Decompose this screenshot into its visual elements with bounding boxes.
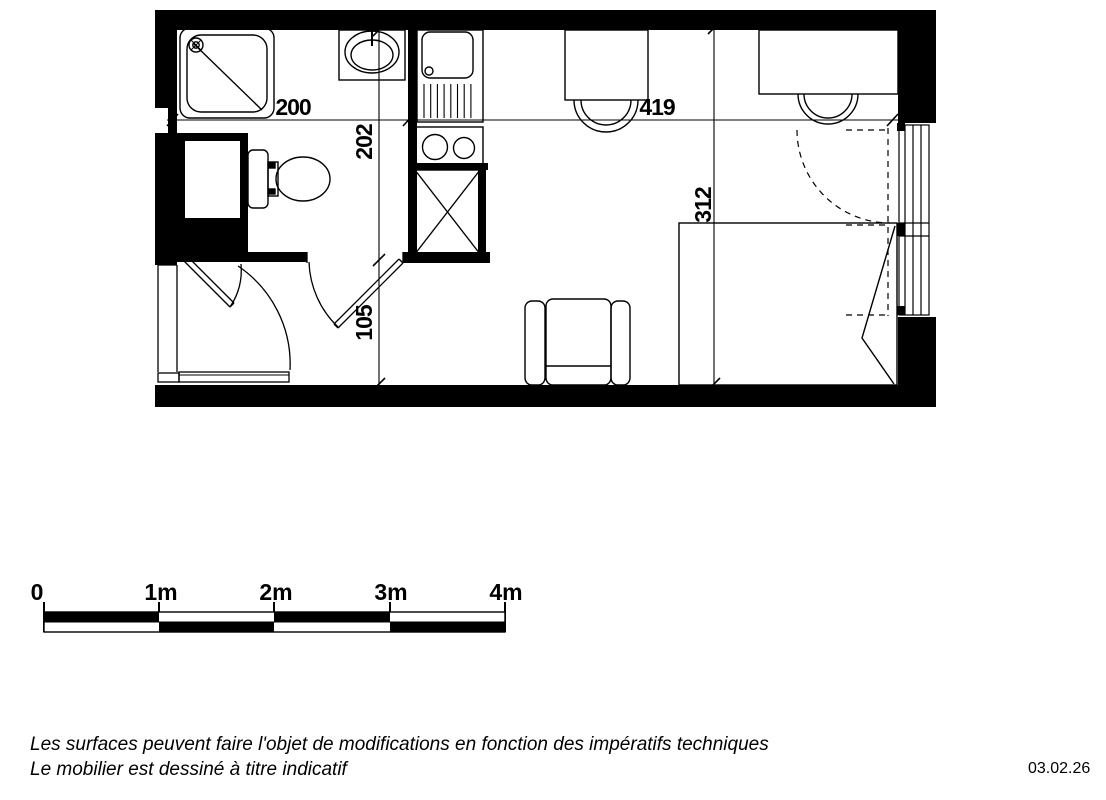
dim-ticks <box>167 22 898 390</box>
dim-label-bath-width: 200 <box>275 94 311 120</box>
dim-label-entry-width: 105 <box>351 305 377 341</box>
window-cap-bottom <box>897 306 905 315</box>
dim-label-bath-depth: 202 <box>351 124 377 160</box>
bathroom-door-swing-arc <box>309 262 338 327</box>
washbasin-icon <box>339 30 405 80</box>
technical-shaft-inner <box>185 141 240 218</box>
window-divider-block <box>897 223 905 236</box>
wall-kitchen-right <box>478 163 486 262</box>
wall-right-upper <box>898 10 936 123</box>
entry-threshold <box>158 373 179 382</box>
dim-label-main-depth: 312 <box>690 187 716 223</box>
armchair-icon <box>525 299 630 385</box>
scale-bar <box>31 579 523 632</box>
bed-cover-fold <box>862 226 895 384</box>
window-cap-top <box>897 123 905 131</box>
scale-label-1m: 1m <box>144 579 178 605</box>
wall-left <box>155 10 177 265</box>
shower-icon <box>180 28 274 118</box>
kitchen-sink-drain-icon <box>425 67 433 75</box>
wall-bath-south-stub <box>248 252 307 262</box>
wall-right-lower <box>898 317 936 407</box>
dim-label-main-width: 419 <box>639 94 675 120</box>
wall-top <box>155 10 936 30</box>
scale-segment <box>274 612 390 622</box>
cooktop-icon <box>415 127 483 164</box>
dimension-lines <box>167 22 898 390</box>
wall-left-notch <box>155 108 168 133</box>
scale-label-3m: 3m <box>374 579 408 605</box>
kitchenette <box>415 30 483 254</box>
entry-door-swing-arc <box>238 266 290 370</box>
dimension-labels <box>275 94 716 341</box>
scale-label-2m: 2m <box>259 579 293 605</box>
chair-icon <box>574 100 638 132</box>
entry-door <box>158 256 290 382</box>
desk-icon <box>759 30 898 94</box>
table-icon <box>565 30 648 100</box>
scale-label-4m: 4m <box>489 579 523 605</box>
wall-bottom <box>155 385 936 407</box>
kitchen-drainer-icon <box>424 84 471 118</box>
scale-segment <box>159 622 274 632</box>
scale-label-0: 0 <box>30 579 44 605</box>
toilet-icon <box>248 150 330 208</box>
bed-icon <box>679 223 897 385</box>
scale-labels <box>31 579 523 605</box>
french-window-icon <box>797 125 929 316</box>
entry-door-open-leaf <box>179 372 289 382</box>
plan-date: 03.02.26 <box>1028 760 1091 777</box>
disclaimer-line-2: Le mobilier est dessiné à titre indicatif <box>30 759 347 780</box>
scale-segment <box>44 612 159 622</box>
window-swing-dashed <box>797 128 890 316</box>
disclaimer-line-1: Les surfaces peuvent faire l'objet de modifications en fonction des impératifs techniques <box>30 734 769 755</box>
kitchen-sink-icon <box>422 32 473 78</box>
kitchen-shaft-cabinet-icon <box>415 170 480 254</box>
scale-segment <box>390 622 505 632</box>
entry-door-leaf-icon <box>183 256 234 307</box>
